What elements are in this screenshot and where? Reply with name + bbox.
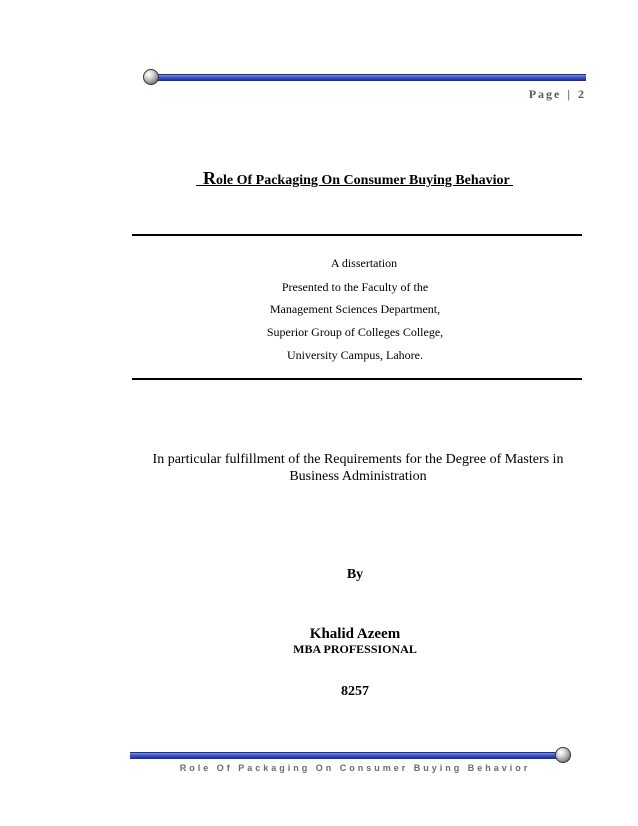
footer-rule-knob	[555, 747, 571, 763]
page-number-label	[400, 87, 586, 102]
requirement-line-2: Business Administration	[289, 469, 427, 484]
dissertation-line-2: Presented to the Faculty of the	[281, 280, 429, 294]
header-rule-knob	[143, 69, 159, 85]
dissertation-line-3: Management Sciences Department,	[269, 302, 441, 316]
lower-divider	[132, 378, 582, 380]
requirement-line-1: In particular fulfillment of the Requirements for the Degree of Masters in	[152, 452, 564, 467]
by-label: By	[346, 567, 364, 582]
page-label-text: Page	[528, 87, 562, 101]
page-separator: |	[567, 87, 572, 101]
title-rest: ole Of Packaging On Consumer Buying Behavior	[216, 173, 514, 188]
author-program: MBA PROFESSIONAL	[293, 642, 417, 656]
page-number: 2	[578, 87, 586, 101]
requirement-text	[118, 451, 598, 485]
document-title	[196, 152, 513, 189]
footer-title: Role Of Packaging On Consumer Buying Behavior	[179, 763, 531, 773]
header-rule	[150, 74, 586, 81]
author-name: Khalid Azeem	[309, 626, 401, 642]
dissertation-line-4: Superior Group of Colleges College,	[266, 325, 444, 339]
dissertation-line-5: University Campus, Lahore.	[287, 348, 423, 362]
author-id: 8257	[341, 684, 369, 699]
dissertation-line-1: A dissertation	[330, 256, 398, 270]
upper-divider	[132, 234, 582, 236]
footer-rule	[130, 752, 566, 759]
title-initial: R	[203, 168, 216, 188]
